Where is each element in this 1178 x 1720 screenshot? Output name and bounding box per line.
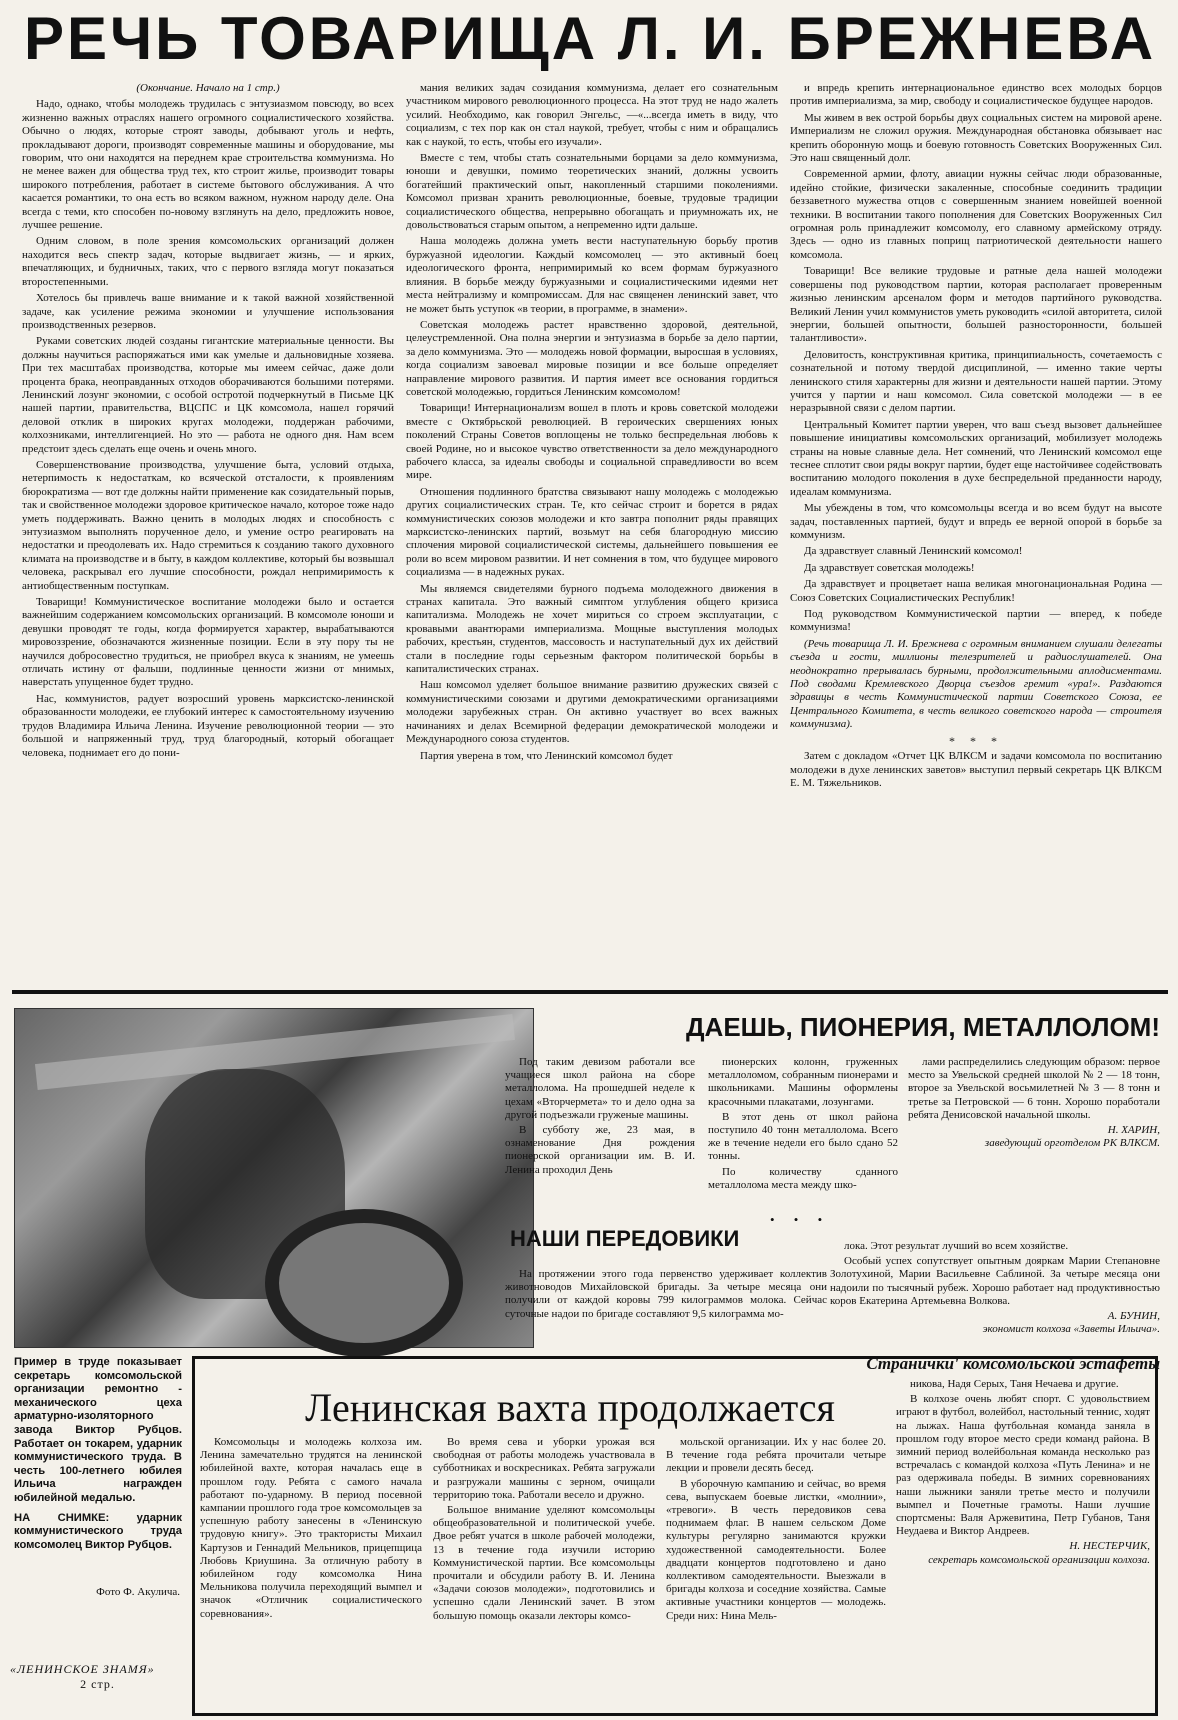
paragraph: Совершенствование производства, улучшение быта, условий отдыха, нетерпимость к недостаткам, ко всяческой отсталости, к проявлениям бюрократизма — вот где должны найти применение как созидательный порыв, так и свойственное молодежи здоровое критическое начало, которое тоже надо уметь поддерживать. Важно ценить в молодых людях и способность с энтузиазмом выполнять порученное дело, и умение остро реагировать на недостатки и преодолевать их. Надо стремиться к созданию такого духовного климата на производстве и в быту, в каждом коллективе, который бы возвышал человека, раскрывал его лучшие способности, рождал непримиримость к антиобщественным поступкам.: [22, 458, 394, 592]
leaders-signature: А. БУНИН,: [1107, 1310, 1160, 1323]
paragraph: Товарищи! Все великие трудовые и ратные дела нашей молодежи совершены под руководством партии, которая располагает проверенным жизнью ленинским арсеналом форм и методов партийного руководства. Великий Ленин учил коммунистов уметь руководить «силой авторитета, силой энергии, большей опытности, большей разносторонности, большей талантливости».: [790, 265, 1162, 345]
paragraph: Нас, коммунистов, радует возросший уровень марксистско-ленинской образованности молодежи, ее глубокий интерес к самостоятельному изучению трудов Владимира Ильича Ленина. Изучение революционной теории — это большой и напряженный труд, труд благородный, который обогащает человека, поднимает его до пони-: [22, 692, 394, 759]
paragraph: Хотелось бы привлечь ваше внимание и к такой важной хозяйственной задаче, как усиление режима экономии и улучшение использования производственных резервов.: [22, 292, 394, 331]
paragraph: мольской организации. Их у нас более 20. В течение года ребята прочитали четыре лекции и провели десять бесед.: [666, 1436, 886, 1475]
paragraph: Особый успех сопутствует опытным дояркам Марии Степановне Золотухиной, Марии Васильевне Саблиной. За четыре месяца они надоили по тысячный рубеж. Хорошо работает над продуктивностью коров Екатерина Артемьевна Волкова.: [830, 1255, 1160, 1307]
paragraph: Надо, однако, чтобы молодежь трудилась с энтузиазмом повсюду, во всех жизненно важных отраслях нашего огромного социалистического хозяйства. Обычно о людях, которые строят заводы, добывают уголь и нефть, прокладывают дороги, производят современные машины и оборудование, мы говорим, что они находятся на переднем крае строительства коммунизма. Но не менее важен для общества труд тех, кто строит жилье, производит товары широкого потребления, работает в системе бытового обслуживания. А что касается романтики, то она есть во всяком важном, нужном народу деле. Она всегда с теми, кто способен по-новому взглянуть на дело, предложить новое, лучшее решение.: [22, 98, 394, 232]
paragraph: В колхозе очень любят спорт. С удовольствием играют в футбол, волейбол, настольный теннис, ходят на лыжах. Наша футбольная команда заняла в прошлом году второе место среди команд района. В зимний период волейбольная команда несколько раз встречалась с командой колхоза «Путь Ленина» и не раз одерживала победы. В зимних соревнованиях наши лыжники заняли третье место и получили вымпел и Почетные грамоты. Наши лучшие спортсмены: Валя Аржевитина, Петр Губанов, Таня Неудаева и Виктор Андреев.: [896, 1393, 1150, 1538]
paragraph: лока. Этот результат лучший во всем хозяйстве.: [844, 1240, 1069, 1252]
paragraph: Деловитость, конструктивная критика, принципиальность, сочетаемость с сознательной и потому твердой дисциплиной, — именно такие черты ленинского стиля характерны для жизни и деятельности нашей партии. Этому учится у партии и наш комсомол. Сила советской молодежи — в ее неразрывной связи с делом партии.: [790, 348, 1162, 415]
paragraph: Советская молодежь растет нравственно здоровой, деятельной, целеустремленной. Она полна энергии и энтузиазма в борьбе за дело партии, за дело коммунизма. Это — молодежь новой формации, выросшая в условиях, когда социализм завоевал мировые позиции и все больше определяет направление мирового развития. И партия имеет все основания гордиться советской молодежью, гордиться Ленинским комсомолом!: [406, 318, 778, 398]
paragraph: Руками советских людей созданы гигантские материальные ценности. Вы должны научиться распоряжаться ими как умелые и дальновидные хозяева. При тех масштабах производства, которые мы имеем сейчас, даже доли процента брака, неоправданных отходов оборачиваются большими потерями. Ленинский лозунг экономии, с особой остротой подчеркнутый в Письме ЦК нашей партии, правительства, ВЦСПС и ЦК комсомола, нашел горячий деловой отклик в широких кругах молодежи, поддержан рабочими, колхозниками, интеллигенцией. Но это — работа не одного дня. Нам всем предстоит здесь сделать еще очень и очень много.: [22, 335, 394, 455]
paragraph: Мы живем в век острой борьбы двух социальных систем на мировой арене. Империализм не сложил оружия. Международная обстановка обязывает нас крепить оборонную мощь и боевую готовность Советских Вооруженных Сил. Это наш священный долг.: [790, 111, 1162, 165]
paragraph: Комсомольцы и молодежь колхоза им. Ленина замечательно трудятся на ленинской юбилейной вахте, которая началась еще в прошлом году. Ребята с самого начала работают по-ударному. В период посевной кампании прошлого года трое комсомольцев за успешную работу занесены в «Ленинскую трудовую книгу». Это трактористы Михаил Картузов и Геннадий Мельников, прицепщица Любовь Криушина. За отличную работу в юбилейном году комсомолка Нина Мельникова получила переходящий вымпел и значок «Отличник социалистического соревнования».: [200, 1436, 422, 1620]
paragraph: На протяжении этого года первенство удерживает коллектив животноводов Михайловской бригады. За четыре месяца они получили от каждой коровы 799 килограммов молока. Сейчас суточные надои по бригаде составляют 9,5 килограмма мо-: [505, 1268, 827, 1320]
paragraph: Товарищи! Коммунистическое воспитание молодежи было и остается важнейшим содержанием комсомольских организаций. В комсомоле юноши и девушки проводят те годы, когда формируется характер, вырабатываются мировоззрение, обозначаются жизненные позиции. Если в эту пору ты не научился добросовестно трудиться, не приобрел вкуса к знаниям, не умеешь отличать истину от фальши, подлинные ценности жизни от мнимых, наверстать упущенное будет трудно.: [22, 596, 394, 689]
paragraph: Товарищи! Интернационализм вошел в плоть и кровь советской молодежи вместе с Октябрьской революцией. В героических свершениях юных поколений Страны Советов воплощены не только беспредельная любовь к своей Родине, но и высокое чувство ответственности за дело международного рабочего класса, за идеалы свободы и социальной справедливости во всем мире.: [406, 402, 778, 482]
paragraph: пионерских колонн, груженных металлоломом, собранным пионерами и школьниками. Машины оформлены красочными плакатами, лозунгами.: [708, 1056, 898, 1108]
paper-title: «ЛЕНИНСКОЕ ЗНАМЯ»: [10, 1662, 155, 1676]
page-number: 2 стр.: [80, 1677, 115, 1691]
section-slogan: Странички' комсомольской эстафеты: [866, 1354, 1160, 1373]
speech-column-1: [22, 82, 394, 793]
leaders-signature-role: экономист колхоза «Заветы Ильича».: [982, 1323, 1160, 1336]
metal-column-2: [708, 1056, 898, 1194]
vakhta-signature: Н. НЕСТЕРЧИК,: [1069, 1540, 1150, 1553]
paragraph: Во время сева и уборки урожая вся свободная от работы молодежь участвовала в субботниках и воскресниках. Ребята загружали и разгружали машины с зерном, очищали территорию тока. Работали весело и дружно.: [433, 1436, 655, 1501]
metal-column-1: [505, 1056, 695, 1179]
continuation-note: (Окончание. Начало на 1 стр.): [136, 82, 280, 94]
metal-signature: Н. ХАРИН,: [1107, 1124, 1160, 1137]
vakhta-column-1: [200, 1436, 422, 1623]
stars-divider: * * *: [949, 733, 1003, 748]
vakhta-column-2: [433, 1436, 655, 1625]
paragraph: Мы убеждены в том, что комсомольцы всегда и во всем будут на высоте задач, поставленных партией, будут и впредь ее верной опорой в борьбе за коммунизм.: [790, 502, 1162, 541]
paragraph: Одним словом, в поле зрения комсомольских организаций должен находится весь спектр задач, которые выдвигает жизнь, — и ярких, впечатляющих, и будничных, таких, что с первого взгляда могут показаться второстепенными.: [22, 235, 394, 288]
vakhta-signature-role: секретарь комсомольской организации колхоза.: [928, 1553, 1150, 1566]
vakhta-column-3: [666, 1436, 886, 1625]
metal-headline: ДАЕШЬ, ПИОНЕРИЯ, МЕТАЛЛОЛОМ!: [686, 1012, 1160, 1042]
paragraph: Затем с докладом «Отчет ЦК ВЛКСМ и задачи комсомола по воспитанию молодежи в духе ленинских заветов» выступил первый секретарь ЦК ВЛКСМ Е. М. Тяжельников.: [790, 750, 1162, 789]
leaders-column-2: [830, 1240, 1160, 1336]
caption-text: Пример в труде показывает секретарь комсомольской организации ремонтно - механического цеха арматурно-изоляторного завода Виктор Рубцов. Работает он токарем, ударник коммунистического труда. В честь 100-летнего юбилея Ильича награжден юбилейной медалью.: [14, 1356, 182, 1504]
paragraph: мания великих задач созидания коммунизма, делает его сознательным участником мирового революционного процесса. На этот труд не надо жалеть усилий. Необходимо, как говорил Энгельс, —«...всегда иметь в виду, что социализм, с тех пор как он стал наукой, требует, чтобы с ним и обращались как с наукой, то есть, чтобы его изучали».: [406, 82, 778, 148]
leaders-column-1: [505, 1268, 827, 1323]
slogan-line: Да здравствует и процветает наша великая многонациональная Родина — Союз Советских Социалистических Республик!: [790, 578, 1162, 604]
photo-credit: Фото Ф. Акулича.: [96, 1586, 180, 1598]
leaders-headline: НАШИ ПЕРЕДОВИКИ: [510, 1226, 740, 1251]
bullets-divider: • • •: [770, 1212, 831, 1227]
paragraph: лами распределились следующим образом: первое место за Увельской средней школой № 2 — 18 тонн, второе за Увельской восьмилетней № 3 — 8 тонн и третье за Петровской — 6 тонн. Хорошо поработали ребята Денисовской начальной школы.: [908, 1056, 1160, 1121]
paragraph: В уборочную кампанию и сейчас, во время сева, выпускаем боевые листки, «молнии», «тревоги». В честь передовиков сева поднимаем флаг. В нашем сельском Доме культуры регулярно занимаются кружки художественной самодеятельности. Более двадцати концертов подготовлено и дано коллективом самодеятельности. Выезжали в бригады колхоза и соседние хозяйства. Самые активные участники концертов — молодежь. Среди них: Нина Мель-: [666, 1477, 886, 1622]
paragraph: никова, Надя Серых, Таня Нечаева и другие.: [910, 1378, 1119, 1390]
photo-caption: [14, 1356, 182, 1558]
paragraph: В этот день от школ района поступило 40 тонн металлолома. Всего же в течение недели его было сдано 52 тонны.: [708, 1110, 898, 1163]
paragraph: Современной армии, флоту, авиации нужны сейчас люди образованные, идейно стойкие, физически закаленные, способные соединить традиции беззаветного мужества отцов с совершенным знанием новейшей военной техники. В воспитании такого пополнения для Советских Вооруженных Сил огромная роль принадлежит комсомолу, его славному армейскому отряду. Здесь — одно из главных поприщ патриотической деятельности нашего комсомола.: [790, 168, 1162, 261]
speech-column-2: [406, 82, 778, 793]
paragraph: Наш комсомол уделяет большое внимание развитию дружеских связей с коммунистическими союзами и другими демократическими организациями молодежи зарубежных стран. Он активно участвует во всех важных начинаниях и делах Всемирной федерации демократической молодежи и Международного союза студентов.: [406, 679, 778, 746]
paragraph: Центральный Комитет партии уверен, что ваш съезд вызовет дальнейшее повышение инициативы комсомольских организаций, мобилизует молодежь страны на новые славные дела. Нет сомнений, что Ленинский комсомол еще теснее сплотит свои ряды вокруг партии, будет еще настойчивее содействовать воспитанию молодого поколения в духе беспредельной преданности народу, идеалам коммунизма.: [790, 418, 1162, 498]
paragraph: По количеству сданного металлолома места между шко-: [708, 1165, 898, 1191]
paragraph: В субботу же, 23 мая, в ознаменование Дня рождения пионерской организации им. В. И. Ленина проходил День: [505, 1124, 695, 1176]
vakhta-column-4: [896, 1378, 1150, 1567]
metal-column-3: [908, 1056, 1160, 1150]
newspaper-name: [10, 1662, 185, 1692]
paragraph: Отношения подлинного братства связывают нашу молодежь с молодежью других социалистических стран. Те, кто сейчас строит и борется в рядах коммунистических союзов молодежи и кто завтра пополнит ряды правящих марксистско-ленинских партий, возьмут на себя благородную миссию сплочения мировой социалистической системы, дальнейшего повышения ее роли во всем мировом развитии. И нет сомнения в том, что будущее мирового социализма — в надежных руках.: [406, 485, 778, 579]
paragraph: Наша молодежь должна уметь вести наступательную борьбу против буржуазной идеологии. Каждый комсомолец — это активный боец идеологического фронта, непримиримый ко всем формам буржуазного влияния. В борьбе между буржуазными и социалистическими идеями нет места нейтрализму и компромиссам. Для нас священен ленинский завет, что не может быть уступок «в теории, в программе, в знамени».: [406, 235, 778, 315]
slogan-line: Да здравствует славный Ленинский комсомол!: [804, 545, 1023, 558]
vakhta-headline: Ленинская вахта продолжается: [305, 1385, 835, 1430]
speech-columns: [22, 82, 1162, 793]
paragraph: и впредь крепить интернациональное единство всех молодых борцов против империализма, за мир, свободу и социалистическое будущее народов.: [790, 82, 1162, 108]
worker-photo: [14, 1008, 534, 1348]
editorial-note: (Речь товарища Л. И. Брежнева с огромным вниманием слушали делегаты съезда и гости, миллионы телезрителей и радиослушателей. Она неоднократно прерывалась бурными, продолжительными аплодисментами. Под сводами Кремлевского Дворца съездов гремит «ура!». Раздаются здравицы в честь Коммунистической партии Советского Союза, ее Центрального Комитета, в честь великого советского народа — строителя коммунизма).: [790, 637, 1162, 731]
paragraph: Большое внимание уделяют комсомольцы общеобразовательной и политической учебе. Двое ребят учатся в школе рабочей молодежи, 13 в течение года изучили историю Коммунистической партии. Все комсомольцы прочитали и обсудили работу В. И. Ленина «Задачи союзов молодежи», подготовились и успешно сдали Ленинский зачет. В этом большую помощь оказали лекторы комсо-: [433, 1504, 655, 1622]
metal-signature-role: заведующий орготделом РК ВЛКСМ.: [984, 1137, 1160, 1150]
caption-note: НА СНИМКЕ: ударник коммунистического труда комсомолец Виктор Рубцов.: [14, 1511, 182, 1551]
speech-column-3: [790, 82, 1162, 793]
paragraph: Партия уверена в том, что Ленинский комсомол будет: [420, 749, 673, 762]
main-headline: РЕЧЬ ТОВАРИЩА Л. И. БРЕЖНЕВА: [23, 5, 1157, 72]
slogan-line: Под руководством Коммунистической партии — вперед, к победе коммунизма!: [790, 608, 1162, 634]
paragraph: Вместе с тем, чтобы стать сознательными борцами за дело коммунизма, юноши и девушки, помимо теоретических знаний, должны усвоить богатейший практический опыт, накопленный старшими поколениями. Комсомол призван хранить революционные, боевые, трудовые традиции социалистического общества, непрерывно обогащать и приумножать их, не довольствоваться старым опытом, а непременно идти дальше.: [406, 152, 778, 232]
photo-machine: [265, 1209, 463, 1357]
paragraph: Под таким девизом работали все учащиеся школ района на сборе металлолома. На прошедшей неделе к цехам «Вторчермета» то и дело одна за другой подъезжали груженые машины.: [505, 1056, 695, 1121]
section-divider: [12, 990, 1168, 994]
slogan-line: Да здравствует советская молодежь!: [804, 561, 975, 574]
paragraph: Мы являемся свидетелями бурного подъема молодежного движения в странах капитала. Это важный симптом углубления общего кризиса капитализма. Молодежь не хочет мириться со строем эксплуатации, с кровавыми авантюрами империализма. Мощные выступления молодых рабочих, крестьян, студентов, массовость и наступательный дух их действий стали в последние годы серьезным фактором политической борьбы в капиталистических странах.: [406, 582, 778, 676]
